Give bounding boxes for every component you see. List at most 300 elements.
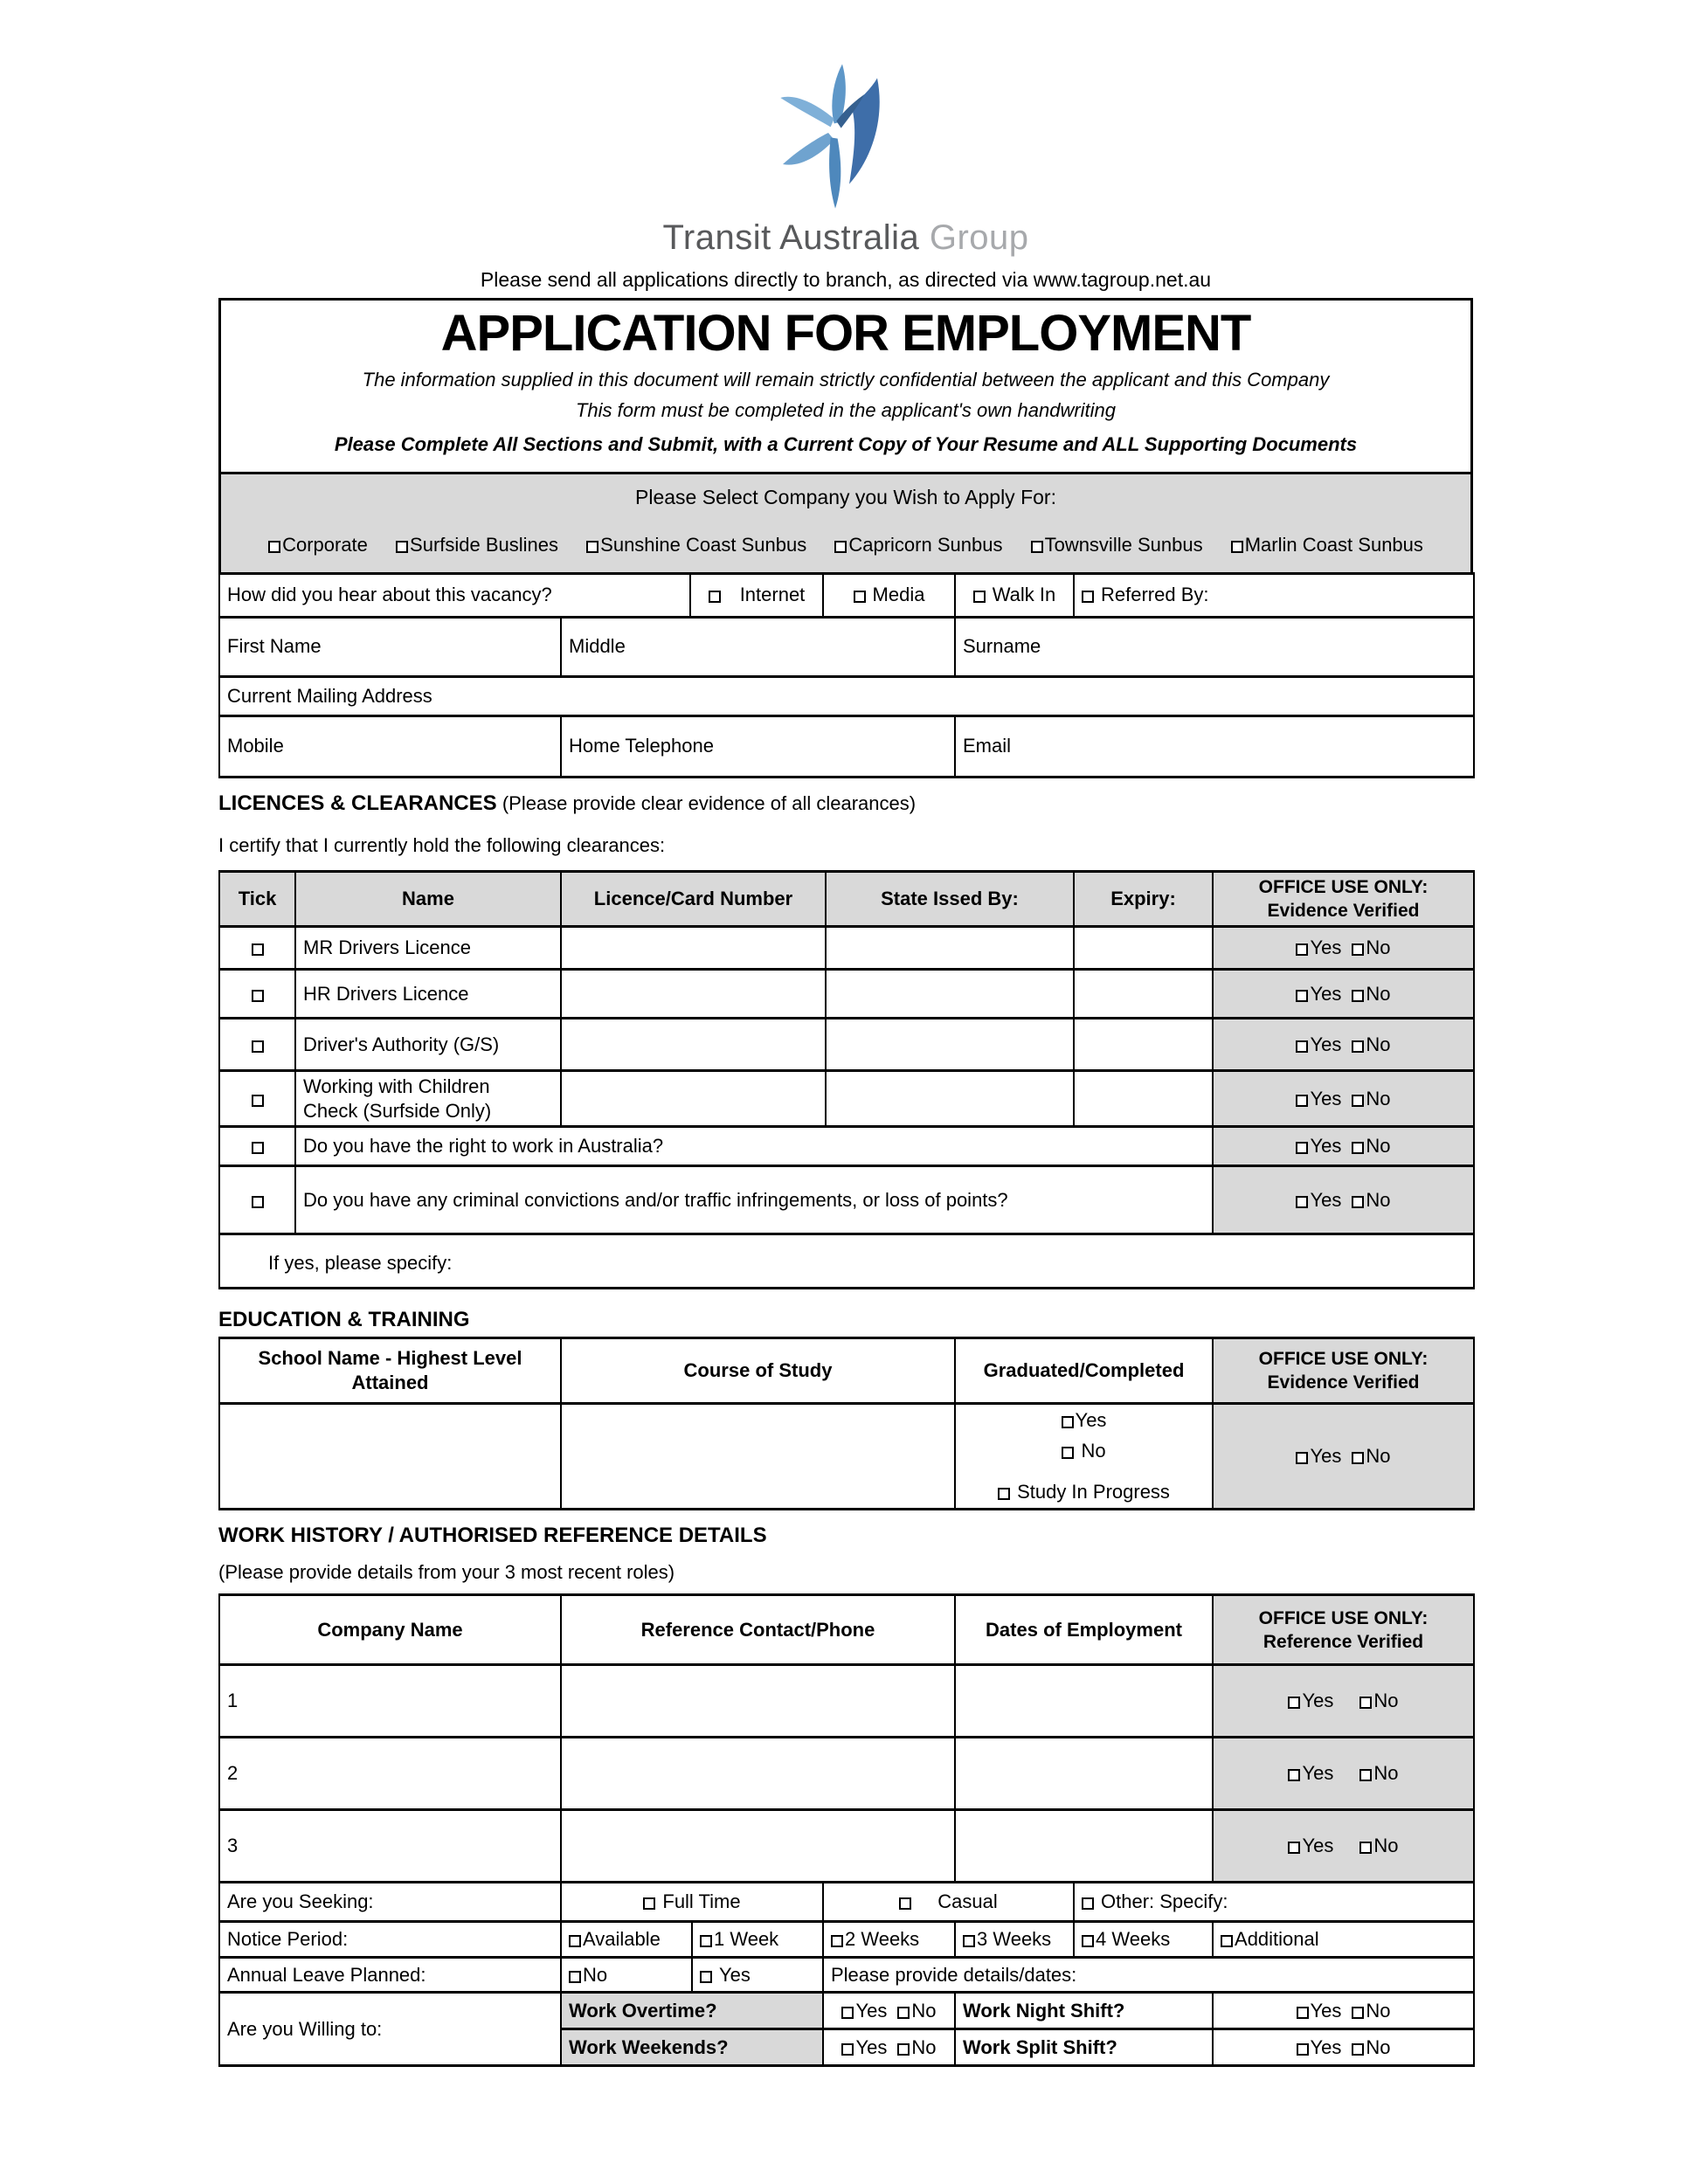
two-weeks-label: 2 Weeks bbox=[845, 1928, 920, 1951]
work-history-note: (Please provide details from your 3 most recent roles) bbox=[218, 1561, 675, 1584]
overtime-yes-no bbox=[823, 1993, 955, 2029]
no-label: No bbox=[1366, 2035, 1391, 2058]
internet-checkbox[interactable] bbox=[709, 591, 721, 603]
licence-state-input[interactable] bbox=[826, 927, 1074, 970]
company-name-input[interactable]: 2 bbox=[219, 1738, 561, 1810]
study-in-progress-label: Study In Progress bbox=[1017, 1481, 1170, 1503]
no-label: No bbox=[1373, 1762, 1399, 1785]
yes-option bbox=[1296, 1189, 1341, 1211]
no-option bbox=[1359, 1762, 1398, 1784]
study-in-progress-checkbox[interactable] bbox=[998, 1488, 1010, 1500]
capricorn-sunbus-checkbox[interactable] bbox=[834, 541, 847, 553]
leave-yes bbox=[692, 1958, 823, 1993]
home-telephone-field[interactable]: Home Telephone bbox=[561, 715, 955, 777]
evidence-verified-cell bbox=[1213, 970, 1474, 1019]
work-history-row-1 bbox=[219, 1665, 1474, 1738]
licence-expiry-input[interactable] bbox=[1074, 1071, 1213, 1127]
weekends-yes-no bbox=[823, 2029, 955, 2066]
no-label: No bbox=[1366, 1087, 1391, 1109]
work-history-heading: WORK HISTORY / AUTHORISED REFERENCE DETAILS bbox=[218, 1524, 767, 1548]
confidential-note: The information supplied in this document will remain strictly confidential between the applicant and this Company bbox=[362, 368, 1330, 390]
licence-state-input[interactable] bbox=[826, 970, 1074, 1019]
company-label: Surfside Buslines bbox=[410, 533, 559, 556]
wwc-checkbox[interactable] bbox=[252, 1095, 264, 1107]
certify-line: I certify that I currently hold the following clearances: bbox=[218, 833, 666, 856]
hr-licence-checkbox[interactable] bbox=[252, 990, 264, 1002]
licence-expiry-input[interactable] bbox=[1074, 970, 1213, 1019]
yes-label: Yes bbox=[1310, 1999, 1342, 2022]
yes-option bbox=[1296, 1033, 1341, 1055]
yes-checkbox[interactable] bbox=[1296, 1452, 1308, 1464]
no-option bbox=[1352, 2000, 1390, 2022]
full-time-checkbox[interactable] bbox=[643, 1897, 655, 1910]
yes-checkbox[interactable] bbox=[1297, 2043, 1309, 2056]
no-option bbox=[1359, 1690, 1398, 1711]
work-split-shift-label: Work Split Shift? bbox=[955, 2029, 1213, 2066]
starfish-logo bbox=[776, 63, 916, 210]
yes-label: Yes bbox=[1310, 1087, 1342, 1109]
licence-state-input[interactable] bbox=[826, 1019, 1074, 1071]
no-label: No bbox=[1366, 982, 1391, 1005]
brand-name-light: Group bbox=[929, 218, 1029, 257]
no-label: No bbox=[911, 1999, 937, 2022]
licence-expiry-input[interactable] bbox=[1074, 927, 1213, 970]
no-checkbox[interactable] bbox=[1352, 1196, 1364, 1208]
yes-label: Yes bbox=[1302, 1762, 1334, 1785]
company-option-townsville bbox=[1031, 534, 1203, 556]
notice-available bbox=[561, 1922, 692, 1958]
casual-label: Casual bbox=[937, 1890, 998, 1913]
available-label: Available bbox=[583, 1928, 661, 1951]
corporate-checkbox[interactable] bbox=[268, 541, 280, 553]
four-weeks-checkbox[interactable] bbox=[1082, 1935, 1094, 1947]
willing-label: Are you Willing to: bbox=[219, 1993, 561, 2066]
reference-contact-input[interactable] bbox=[561, 1738, 955, 1810]
company-label: Capricorn Sunbus bbox=[848, 533, 1003, 556]
company-option-sunshine bbox=[586, 534, 806, 556]
no-option bbox=[1352, 1088, 1390, 1109]
notice-1-week bbox=[692, 1922, 823, 1958]
name-row bbox=[219, 617, 1474, 676]
school-name-input[interactable] bbox=[219, 1404, 561, 1510]
no-label: No bbox=[1366, 1999, 1391, 2022]
work-history-header-row bbox=[219, 1595, 1474, 1665]
criminal-convictions-checkbox[interactable] bbox=[252, 1196, 264, 1208]
no-checkbox[interactable] bbox=[1352, 990, 1364, 1002]
contact-row bbox=[219, 715, 1474, 777]
brand-name-dark: Transit Australia bbox=[662, 218, 920, 257]
no-option bbox=[1352, 983, 1390, 1005]
yes-checkbox[interactable] bbox=[1296, 1040, 1308, 1053]
yes-option bbox=[1296, 1088, 1341, 1109]
graduated-yes-checkbox[interactable] bbox=[1062, 1416, 1074, 1428]
no-label: No bbox=[1366, 1188, 1391, 1211]
dates-of-employment-input[interactable] bbox=[955, 1665, 1213, 1738]
col-state: State Issed By: bbox=[826, 871, 1074, 927]
surfside-buslines-checkbox[interactable] bbox=[396, 541, 408, 553]
no-option bbox=[1352, 1033, 1390, 1055]
surname-field[interactable]: Surname bbox=[955, 617, 1474, 676]
dates-of-employment-input[interactable] bbox=[955, 1738, 1213, 1810]
study-in-progress-option bbox=[998, 1481, 1170, 1503]
licence-row-hr bbox=[219, 970, 1474, 1019]
full-time-label: Full Time bbox=[662, 1890, 741, 1913]
col-school-name: School Name - Highest Level Attained bbox=[219, 1338, 561, 1404]
licences-table bbox=[218, 870, 1475, 1290]
annual-leave-label: Annual Leave Planned: bbox=[219, 1958, 561, 1993]
vacancy-source-row bbox=[219, 573, 1474, 617]
col-tick: Tick bbox=[219, 871, 295, 927]
yes-option bbox=[841, 2036, 887, 2058]
evidence-verified-cell bbox=[1213, 1019, 1474, 1071]
no-checkbox[interactable] bbox=[1352, 1142, 1364, 1154]
company-label: Sunshine Coast Sunbus bbox=[600, 533, 807, 556]
yes-label: Yes bbox=[1302, 1690, 1334, 1712]
licences-header-row bbox=[219, 871, 1474, 927]
brand-name bbox=[218, 218, 1473, 258]
split-shift-yes-no bbox=[1213, 2029, 1474, 2066]
right-to-work-question: Do you have the right to work in Australia? bbox=[295, 1127, 1213, 1166]
no-checkbox[interactable] bbox=[897, 2007, 910, 2019]
notice-period-label: Notice Period: bbox=[219, 1922, 561, 1958]
company-label: Corporate bbox=[282, 533, 368, 556]
available-checkbox[interactable] bbox=[569, 1935, 581, 1947]
office-use-line1: OFFICE USE ONLY: bbox=[1258, 1349, 1429, 1370]
yes-option bbox=[1288, 1835, 1333, 1856]
dates-of-employment-input[interactable] bbox=[955, 1810, 1213, 1883]
email-field[interactable]: Email bbox=[955, 715, 1474, 777]
specify-row bbox=[219, 1234, 1474, 1289]
licences-heading-title: LICENCES & CLEARANCES bbox=[218, 791, 497, 815]
no-checkbox[interactable] bbox=[1352, 1040, 1364, 1053]
vacancy-option-walkin bbox=[955, 573, 1074, 617]
work-night-shift-label: Work Night Shift? bbox=[955, 1993, 1213, 2029]
yes-label: Yes bbox=[1310, 1188, 1342, 1211]
reference-verified-cell bbox=[1213, 1810, 1474, 1883]
evidence-verified-cell bbox=[1213, 1404, 1474, 1510]
yes-checkbox[interactable] bbox=[1288, 1697, 1300, 1709]
seeking-other[interactable] bbox=[1074, 1883, 1474, 1922]
licence-name: HR Drivers Licence bbox=[295, 970, 561, 1019]
licence-number-input[interactable] bbox=[561, 927, 826, 970]
reference-contact-input[interactable] bbox=[561, 1665, 955, 1738]
licence-name: MR Drivers Licence bbox=[295, 927, 561, 970]
notice-3-weeks bbox=[955, 1922, 1074, 1958]
media-checkbox[interactable] bbox=[854, 591, 866, 603]
col-course-of-study: Course of Study bbox=[561, 1338, 955, 1404]
mailing-address-field[interactable]: Current Mailing Address bbox=[219, 676, 1474, 715]
right-to-work-checkbox[interactable] bbox=[252, 1142, 264, 1154]
other-label: Other: Specify: bbox=[1101, 1890, 1228, 1913]
media-label: Media bbox=[872, 584, 925, 606]
referred-by-label: Referred By: bbox=[1101, 584, 1209, 606]
evidence-verified-cell bbox=[1213, 927, 1474, 970]
yes-checkbox[interactable] bbox=[841, 2043, 854, 2056]
graduated-no-label: No bbox=[1081, 1440, 1106, 1462]
licence-row-mr bbox=[219, 927, 1474, 970]
graduated-yes-label: Yes bbox=[1075, 1409, 1107, 1432]
yes-label: Yes bbox=[1310, 1033, 1342, 1055]
seeking-row bbox=[219, 1883, 1474, 1922]
tick-cell bbox=[219, 927, 295, 970]
reference-verified-cell bbox=[1213, 1665, 1474, 1738]
col-graduated: Graduated/Completed bbox=[955, 1338, 1213, 1404]
work-history-row-2 bbox=[219, 1738, 1474, 1810]
annual-leave-row bbox=[219, 1958, 1474, 1993]
four-weeks-label: 4 Weeks bbox=[1096, 1928, 1171, 1951]
vacancy-option-referred[interactable] bbox=[1074, 573, 1474, 617]
yes-option bbox=[841, 2000, 887, 2022]
col-office-use bbox=[1213, 1338, 1474, 1404]
one-week-label: 1 Week bbox=[714, 1928, 779, 1951]
form-content bbox=[218, 0, 1473, 2067]
no-checkbox[interactable] bbox=[1352, 2043, 1364, 2056]
notice-4-weeks bbox=[1074, 1922, 1213, 1958]
yes-label: Yes bbox=[855, 1999, 888, 2022]
three-weeks-checkbox[interactable] bbox=[963, 1935, 975, 1947]
col-number: Licence/Card Number bbox=[561, 871, 826, 927]
licence-name bbox=[295, 1071, 561, 1127]
company-option-capricorn bbox=[834, 534, 1002, 556]
leave-no-label: No bbox=[583, 1963, 608, 1986]
leave-yes-label: Yes bbox=[719, 1963, 751, 1986]
education-data-row bbox=[219, 1404, 1474, 1510]
one-week-checkbox[interactable] bbox=[700, 1935, 712, 1947]
no-checkbox[interactable] bbox=[1352, 1452, 1364, 1464]
yes-option bbox=[1296, 983, 1341, 1005]
office-use-line2: Evidence Verified bbox=[1267, 1372, 1420, 1393]
yes-option bbox=[1297, 2000, 1342, 2022]
referred-by-checkbox[interactable] bbox=[1082, 591, 1094, 603]
no-option bbox=[1352, 1189, 1390, 1211]
no-option bbox=[897, 2036, 936, 2058]
office-use-line1: OFFICE USE ONLY: bbox=[1258, 1607, 1429, 1628]
no-label: No bbox=[1366, 1135, 1391, 1158]
work-weekends-label: Work Weekends? bbox=[561, 2029, 823, 2066]
company-options bbox=[228, 534, 1463, 556]
tick-cell bbox=[219, 1019, 295, 1071]
graduated-no-checkbox[interactable] bbox=[1062, 1447, 1074, 1459]
yes-checkbox[interactable] bbox=[1296, 1095, 1308, 1107]
leave-yes-checkbox[interactable] bbox=[700, 1971, 712, 1983]
work-history-table bbox=[218, 1593, 1475, 1883]
licence-expiry-input[interactable] bbox=[1074, 1019, 1213, 1071]
tick-cell bbox=[219, 1071, 295, 1127]
yes-label: Yes bbox=[1310, 936, 1342, 959]
no-option bbox=[1359, 1835, 1398, 1856]
sunshine-coast-sunbus-checkbox[interactable] bbox=[586, 541, 598, 553]
two-weeks-checkbox[interactable] bbox=[831, 1935, 843, 1947]
education-heading: EDUCATION & TRAINING bbox=[218, 1308, 470, 1332]
no-label: No bbox=[1366, 1445, 1391, 1468]
company-select-band bbox=[221, 472, 1470, 572]
col-expiry: Expiry: bbox=[1074, 871, 1213, 927]
additional-label: Additional bbox=[1235, 1928, 1319, 1951]
no-label: No bbox=[1366, 936, 1391, 959]
walk-in-label: Walk In bbox=[992, 584, 1056, 606]
brand-header bbox=[218, 0, 1473, 258]
yes-checkbox[interactable] bbox=[1288, 1842, 1300, 1854]
wwc-name-label: Working with Children Check (Surfside Only) bbox=[303, 1075, 492, 1122]
evidence-verified-cell bbox=[1213, 1071, 1474, 1127]
yes-checkbox[interactable] bbox=[1296, 990, 1308, 1002]
yes-label: Yes bbox=[855, 2035, 888, 2058]
office-use-line2: Evidence Verified bbox=[1267, 901, 1420, 922]
yes-option bbox=[1288, 1762, 1333, 1784]
seeking-casual bbox=[823, 1883, 1074, 1922]
address-row bbox=[219, 676, 1474, 715]
no-checkbox[interactable] bbox=[1352, 1095, 1364, 1107]
leave-no-checkbox[interactable] bbox=[569, 1971, 581, 1983]
company-select-label: Please Select Company you Wish to Apply For: bbox=[635, 485, 1056, 508]
evidence-verified-cell bbox=[1213, 1166, 1474, 1234]
licence-number-input[interactable] bbox=[561, 970, 826, 1019]
preferences-table bbox=[218, 1881, 1475, 2067]
no-label: No bbox=[1366, 1033, 1391, 1055]
yes-option bbox=[1297, 2036, 1342, 2058]
willing-row-1 bbox=[219, 1993, 1474, 2029]
licence-state-input[interactable] bbox=[826, 1071, 1074, 1127]
yes-option bbox=[1288, 1690, 1333, 1711]
no-label: No bbox=[911, 2035, 937, 2058]
yes-checkbox[interactable] bbox=[1296, 1196, 1308, 1208]
title-box bbox=[218, 298, 1473, 575]
company-option-corporate bbox=[268, 534, 368, 556]
no-checkbox[interactable] bbox=[1352, 943, 1364, 956]
licences-heading bbox=[218, 791, 1473, 816]
vacancy-option-internet bbox=[690, 573, 823, 617]
graduated-no-option bbox=[1062, 1440, 1105, 1462]
yes-option bbox=[1296, 1445, 1341, 1467]
evidence-verified-cell bbox=[1213, 1127, 1474, 1166]
seeking-label: Are you Seeking: bbox=[219, 1883, 561, 1922]
internet-label: Internet bbox=[739, 584, 806, 606]
no-option bbox=[1352, 1445, 1390, 1467]
company-option-surfside bbox=[396, 534, 558, 556]
licence-row-authority bbox=[219, 1019, 1474, 1071]
complete-note: Please Complete All Sections and Submit, with a Current Copy of Your Resume and ALL Supporting Documents bbox=[334, 432, 1358, 455]
yes-checkbox[interactable] bbox=[1296, 943, 1308, 956]
mr-licence-checkbox[interactable] bbox=[252, 943, 264, 956]
no-checkbox[interactable] bbox=[1352, 2007, 1364, 2019]
notice-period-row bbox=[219, 1922, 1474, 1958]
middle-name-field[interactable]: Middle bbox=[561, 617, 955, 676]
yes-checkbox[interactable] bbox=[1297, 2007, 1309, 2019]
company-label: Marlin Coast Sunbus bbox=[1244, 533, 1423, 556]
col-office-use bbox=[1213, 871, 1474, 927]
yes-label: Yes bbox=[1302, 1835, 1334, 1857]
title-inner bbox=[221, 301, 1470, 472]
vacancy-question: How did you hear about this vacancy? bbox=[219, 573, 690, 617]
col-dates-of-employment: Dates of Employment bbox=[955, 1595, 1213, 1665]
tick-cell bbox=[219, 1127, 295, 1166]
yes-checkbox[interactable] bbox=[1296, 1142, 1308, 1154]
company-label: Townsville Sunbus bbox=[1044, 533, 1203, 556]
right-to-work-row bbox=[219, 1127, 1474, 1166]
office-use-line1: OFFICE USE ONLY: bbox=[1258, 876, 1429, 897]
course-of-study-input[interactable] bbox=[561, 1404, 955, 1510]
leave-no bbox=[561, 1958, 692, 1993]
tick-cell bbox=[219, 1166, 295, 1234]
reference-contact-input[interactable] bbox=[561, 1810, 955, 1883]
no-checkbox[interactable] bbox=[897, 2043, 910, 2056]
col-office-use bbox=[1213, 1595, 1474, 1665]
licence-row-wwc bbox=[219, 1071, 1474, 1127]
criminal-convictions-question: Do you have any criminal convictions and/or traffic infringements, or loss of points? bbox=[295, 1166, 1213, 1234]
graduated-options-cell bbox=[955, 1404, 1213, 1510]
handwriting-note: This form must be completed in the applicant's own handwriting bbox=[575, 398, 1117, 421]
education-header-row bbox=[219, 1338, 1474, 1404]
col-company-name: Company Name bbox=[219, 1595, 561, 1665]
no-checkbox[interactable] bbox=[1359, 1769, 1372, 1781]
work-history-row-3 bbox=[219, 1810, 1474, 1883]
licence-number-input[interactable] bbox=[561, 1019, 826, 1071]
tick-cell bbox=[219, 970, 295, 1019]
no-label: No bbox=[1373, 1835, 1399, 1857]
if-yes-specify-input[interactable]: If yes, please specify: bbox=[219, 1234, 1474, 1289]
criminal-convictions-row bbox=[219, 1166, 1474, 1234]
night-shift-yes-no bbox=[1213, 1993, 1474, 2029]
licence-name: Driver's Authority (G/S) bbox=[295, 1019, 561, 1071]
col-reference-contact: Reference Contact/Phone bbox=[561, 1595, 955, 1665]
no-option bbox=[1352, 2036, 1390, 2058]
other-checkbox[interactable] bbox=[1082, 1897, 1094, 1910]
yes-checkbox[interactable] bbox=[841, 2007, 854, 2019]
yes-label: Yes bbox=[1310, 982, 1342, 1005]
work-overtime-label: Work Overtime? bbox=[561, 1993, 823, 2029]
marlin-coast-sunbus-checkbox[interactable] bbox=[1231, 541, 1243, 553]
graduated-yes-option bbox=[1062, 1409, 1107, 1432]
personal-details-table bbox=[218, 572, 1475, 778]
additional-checkbox[interactable] bbox=[1221, 1935, 1233, 1947]
yes-option bbox=[1296, 1135, 1341, 1157]
no-label: No bbox=[1373, 1690, 1399, 1712]
office-use-line2: Reference Verified bbox=[1263, 1631, 1424, 1652]
seeking-full-time bbox=[561, 1883, 823, 1922]
drivers-authority-checkbox[interactable] bbox=[252, 1040, 264, 1053]
no-option bbox=[1352, 936, 1390, 958]
walk-in-checkbox[interactable] bbox=[973, 591, 986, 603]
yes-label: Yes bbox=[1310, 1135, 1342, 1158]
send-instruction: Please send all applications directly to branch, as directed via www.tagroup.net.au bbox=[480, 268, 1212, 291]
notice-2-weeks bbox=[823, 1922, 955, 1958]
yes-checkbox[interactable] bbox=[1288, 1769, 1300, 1781]
notice-additional[interactable] bbox=[1213, 1922, 1474, 1958]
col-name: Name bbox=[295, 871, 561, 927]
leave-details-input[interactable]: Please provide details/dates: bbox=[823, 1958, 1474, 1993]
casual-checkbox[interactable] bbox=[899, 1897, 911, 1910]
company-name-input[interactable]: 3 bbox=[219, 1810, 561, 1883]
yes-label: Yes bbox=[1310, 1445, 1342, 1468]
three-weeks-label: 3 Weeks bbox=[977, 1928, 1052, 1951]
first-name-field[interactable]: First Name bbox=[219, 617, 561, 676]
mobile-field[interactable]: Mobile bbox=[219, 715, 561, 777]
no-checkbox[interactable] bbox=[1359, 1697, 1372, 1709]
page-title: APPLICATION FOR EMPLOYMENT bbox=[440, 305, 1251, 362]
vacancy-option-media bbox=[823, 573, 955, 617]
yes-label: Yes bbox=[1310, 2035, 1342, 2058]
townsville-sunbus-checkbox[interactable] bbox=[1031, 541, 1043, 553]
education-table bbox=[218, 1337, 1475, 1510]
no-checkbox[interactable] bbox=[1359, 1842, 1372, 1854]
company-option-marlin bbox=[1231, 534, 1423, 556]
no-option bbox=[897, 2000, 936, 2022]
licences-heading-note: (Please provide clear evidence of all clearances) bbox=[502, 791, 917, 814]
licence-number-input[interactable] bbox=[561, 1071, 826, 1127]
yes-option bbox=[1296, 936, 1341, 958]
company-name-input[interactable]: 1 bbox=[219, 1665, 561, 1738]
no-option bbox=[1352, 1135, 1390, 1157]
